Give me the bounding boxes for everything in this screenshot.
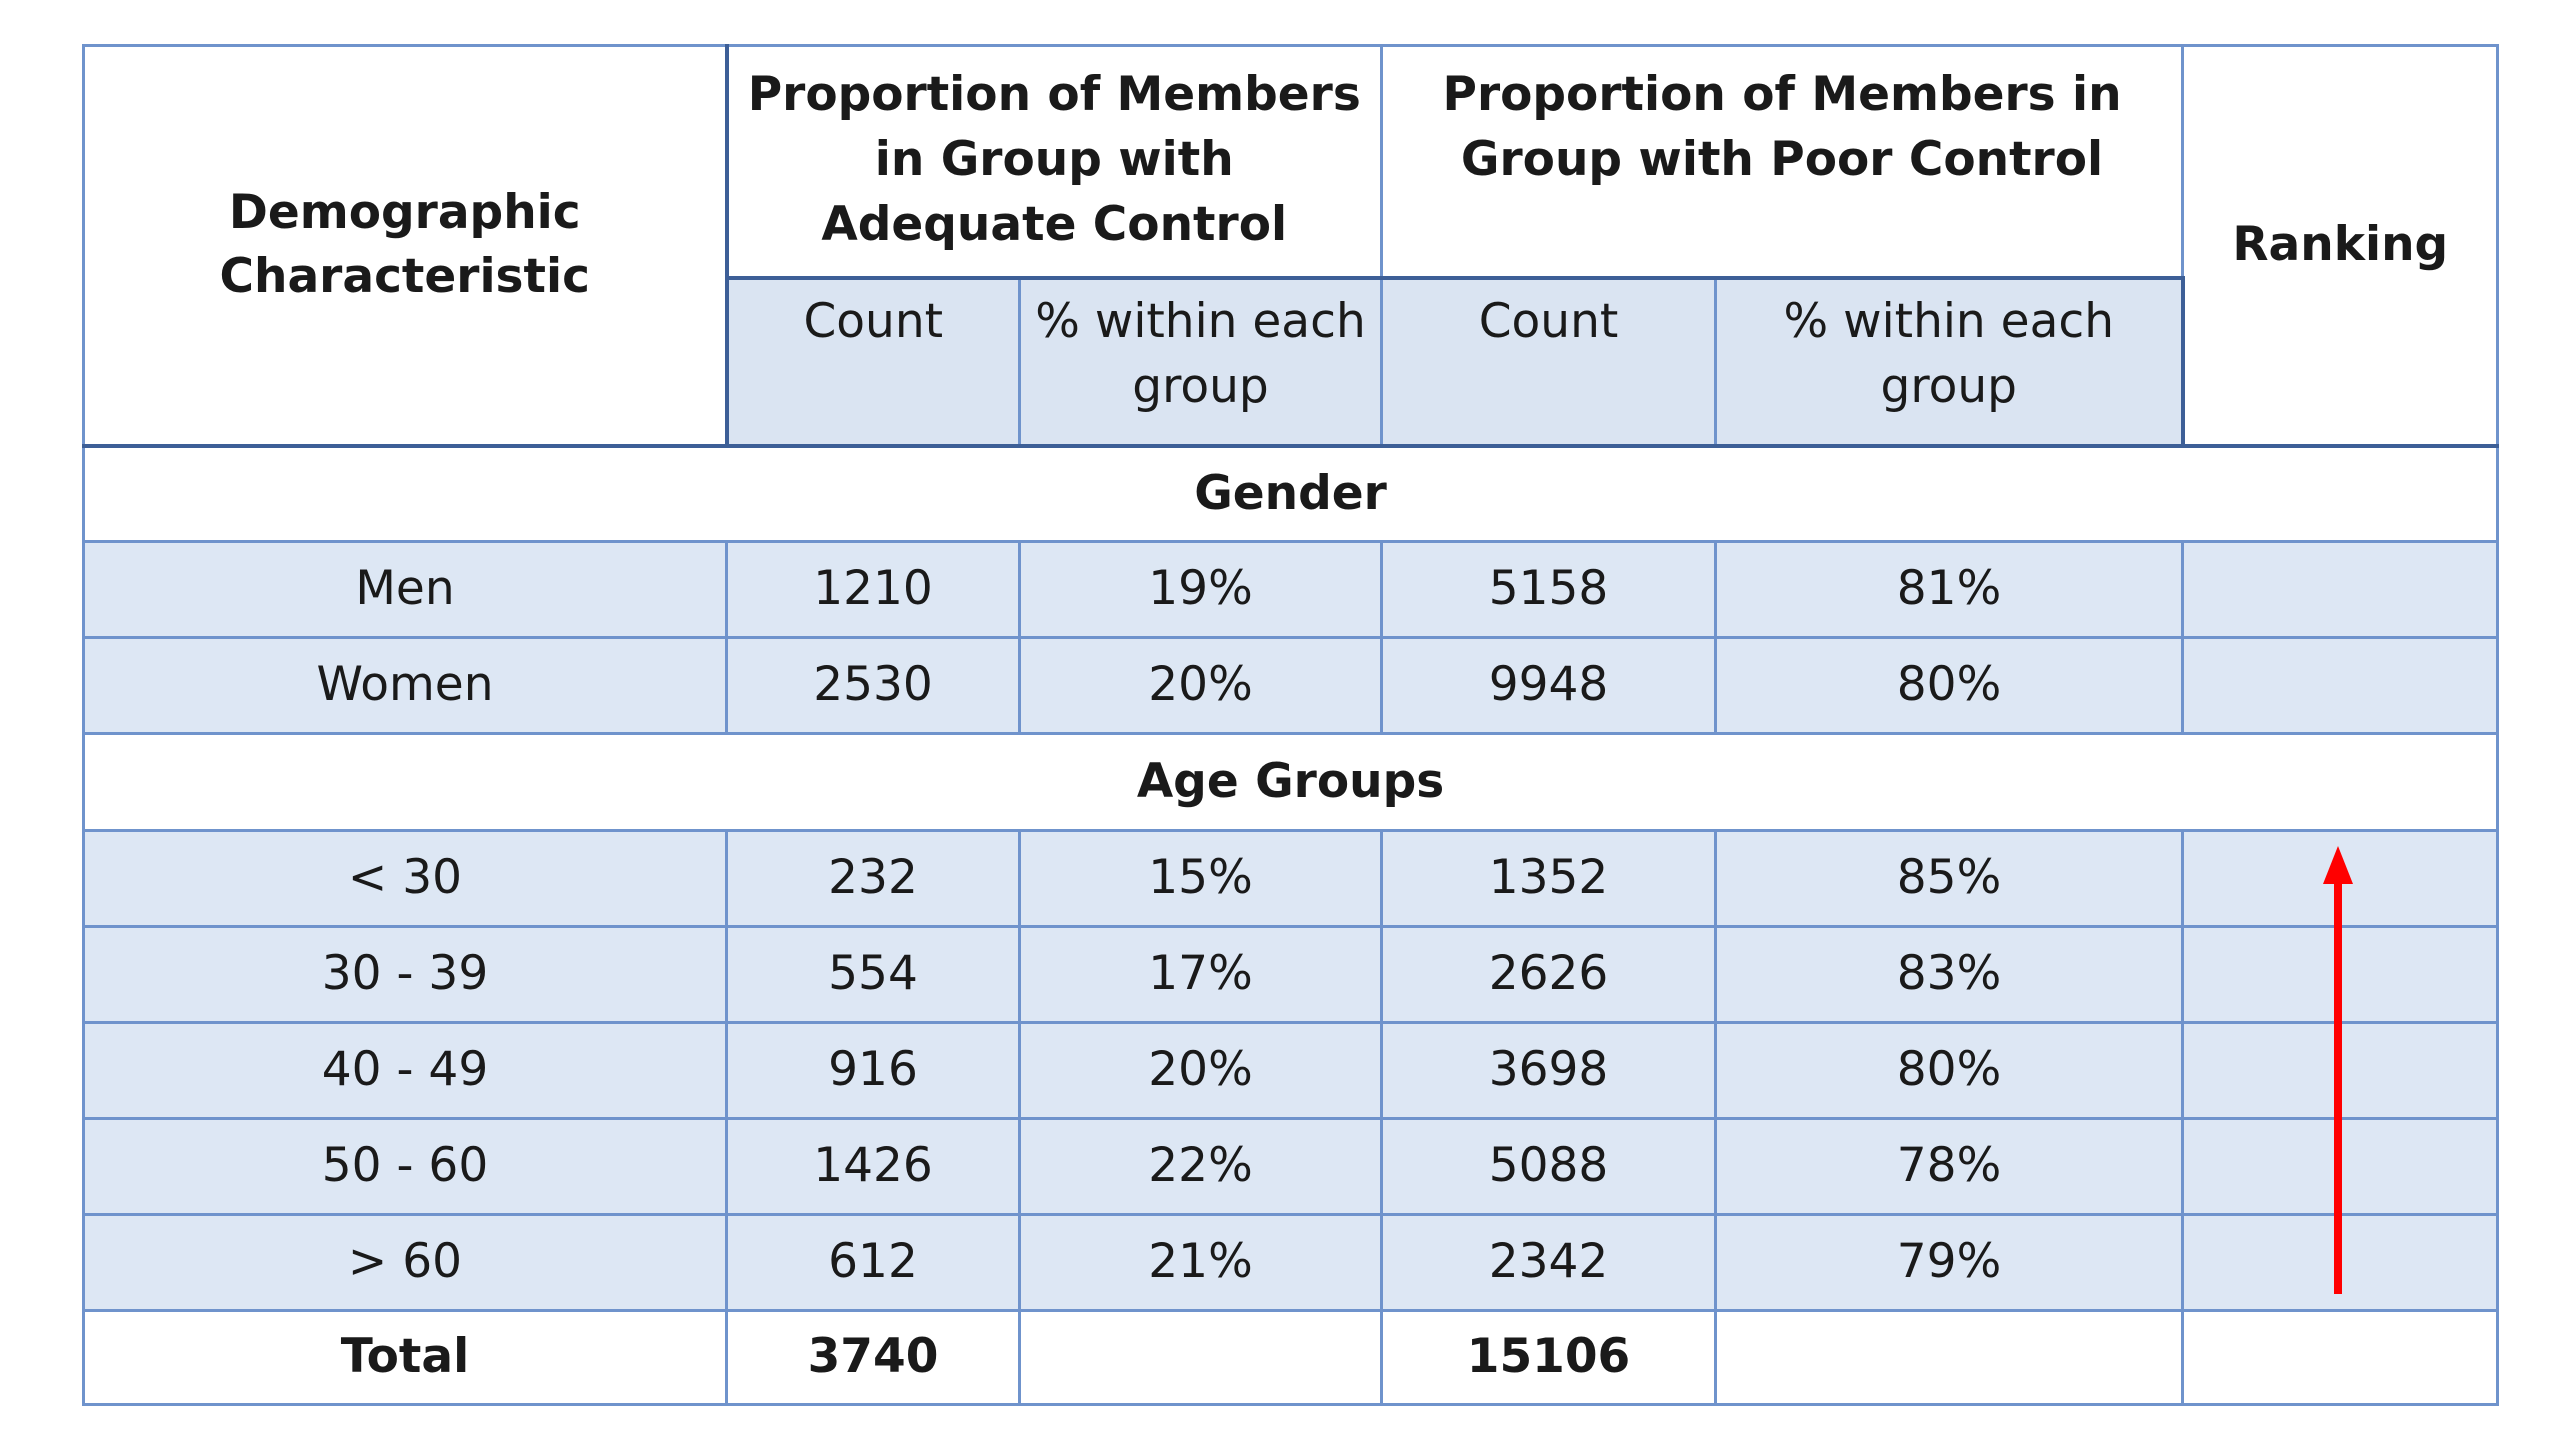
adequate-count-cell: 2530	[727, 638, 1020, 734]
adequate-pct-cell: 21%	[1020, 1214, 1382, 1310]
poor-count-cell: 5088	[1382, 1118, 1716, 1214]
poor-count-cell: 5158	[1382, 542, 1716, 638]
demographic-control-table	[82, 44, 2499, 1406]
poor-pct-cell: 78%	[1716, 1118, 2183, 1214]
row-label: 50 - 60	[84, 1118, 727, 1214]
subheader-adequate-pct: % within each group	[1020, 278, 1382, 446]
header-ranking: Ranking	[2183, 46, 2498, 446]
section-row-age-groups	[84, 734, 2498, 830]
table-row	[84, 1214, 2498, 1310]
adequate-count-cell: 232	[727, 830, 1020, 926]
row-label: Women	[84, 638, 727, 734]
table-row	[84, 1118, 2498, 1214]
adequate-pct-cell: 22%	[1020, 1118, 1382, 1214]
poor-pct-cell: 81%	[1716, 542, 2183, 638]
subheader-adequate-count: Count	[727, 278, 1020, 446]
poor-pct-cell: 79%	[1716, 1214, 2183, 1310]
poor-pct-cell: 80%	[1716, 1022, 2183, 1118]
total-adequate-count: 3740	[727, 1310, 1020, 1404]
total-row	[84, 1310, 2498, 1404]
adequate-count-cell: 554	[727, 926, 1020, 1022]
header-demographic-characteristic: Demographic Characteristic	[84, 46, 727, 446]
adequate-count-cell: 1426	[727, 1118, 1020, 1214]
subheader-poor-pct: % within each group	[1716, 278, 2183, 446]
row-label: 30 - 39	[84, 926, 727, 1022]
poor-count-cell: 2342	[1382, 1214, 1716, 1310]
poor-count-cell: 1352	[1382, 830, 1716, 926]
section-label-gender: Gender	[84, 446, 2498, 542]
table-row	[84, 638, 2498, 734]
table-row	[84, 830, 2498, 926]
arrow-up-icon	[2323, 846, 2353, 1294]
header-adequate-control: Proportion of Members in Group with Adequate Control	[727, 46, 1382, 278]
adequate-pct-cell: 20%	[1020, 1022, 1382, 1118]
total-adequate-pct	[1020, 1310, 1382, 1404]
poor-count-cell: 3698	[1382, 1022, 1716, 1118]
adequate-count-cell: 612	[727, 1214, 1020, 1310]
adequate-pct-cell: 15%	[1020, 830, 1382, 926]
table-row	[84, 542, 2498, 638]
section-label-age-groups: Age Groups	[84, 734, 2498, 830]
table-row	[84, 1022, 2498, 1118]
subheader-poor-count: Count	[1382, 278, 1716, 446]
adequate-pct-cell: 19%	[1020, 542, 1382, 638]
section-row-gender	[84, 446, 2498, 542]
total-poor-pct	[1716, 1310, 2183, 1404]
ranking-cell	[2183, 638, 2498, 734]
table-row	[84, 926, 2498, 1022]
poor-count-cell: 2626	[1382, 926, 1716, 1022]
ranking-cell	[2183, 542, 2498, 638]
poor-pct-cell: 80%	[1716, 638, 2183, 734]
demographic-table-container	[82, 44, 2496, 1406]
adequate-count-cell: 1210	[727, 542, 1020, 638]
adequate-pct-cell: 17%	[1020, 926, 1382, 1022]
total-label: Total	[84, 1310, 727, 1404]
poor-pct-cell: 83%	[1716, 926, 2183, 1022]
poor-pct-cell: 85%	[1716, 830, 2183, 926]
header-poor-control: Proportion of Members in Group with Poor Control	[1382, 46, 2183, 278]
row-label: < 30	[84, 830, 727, 926]
row-label: 40 - 49	[84, 1022, 727, 1118]
adequate-pct-cell: 20%	[1020, 638, 1382, 734]
poor-count-cell: 9948	[1382, 638, 1716, 734]
row-label: Men	[84, 542, 727, 638]
row-label: > 60	[84, 1214, 727, 1310]
total-ranking	[2183, 1310, 2498, 1404]
total-poor-count: 15106	[1382, 1310, 1716, 1404]
adequate-count-cell: 916	[727, 1022, 1020, 1118]
